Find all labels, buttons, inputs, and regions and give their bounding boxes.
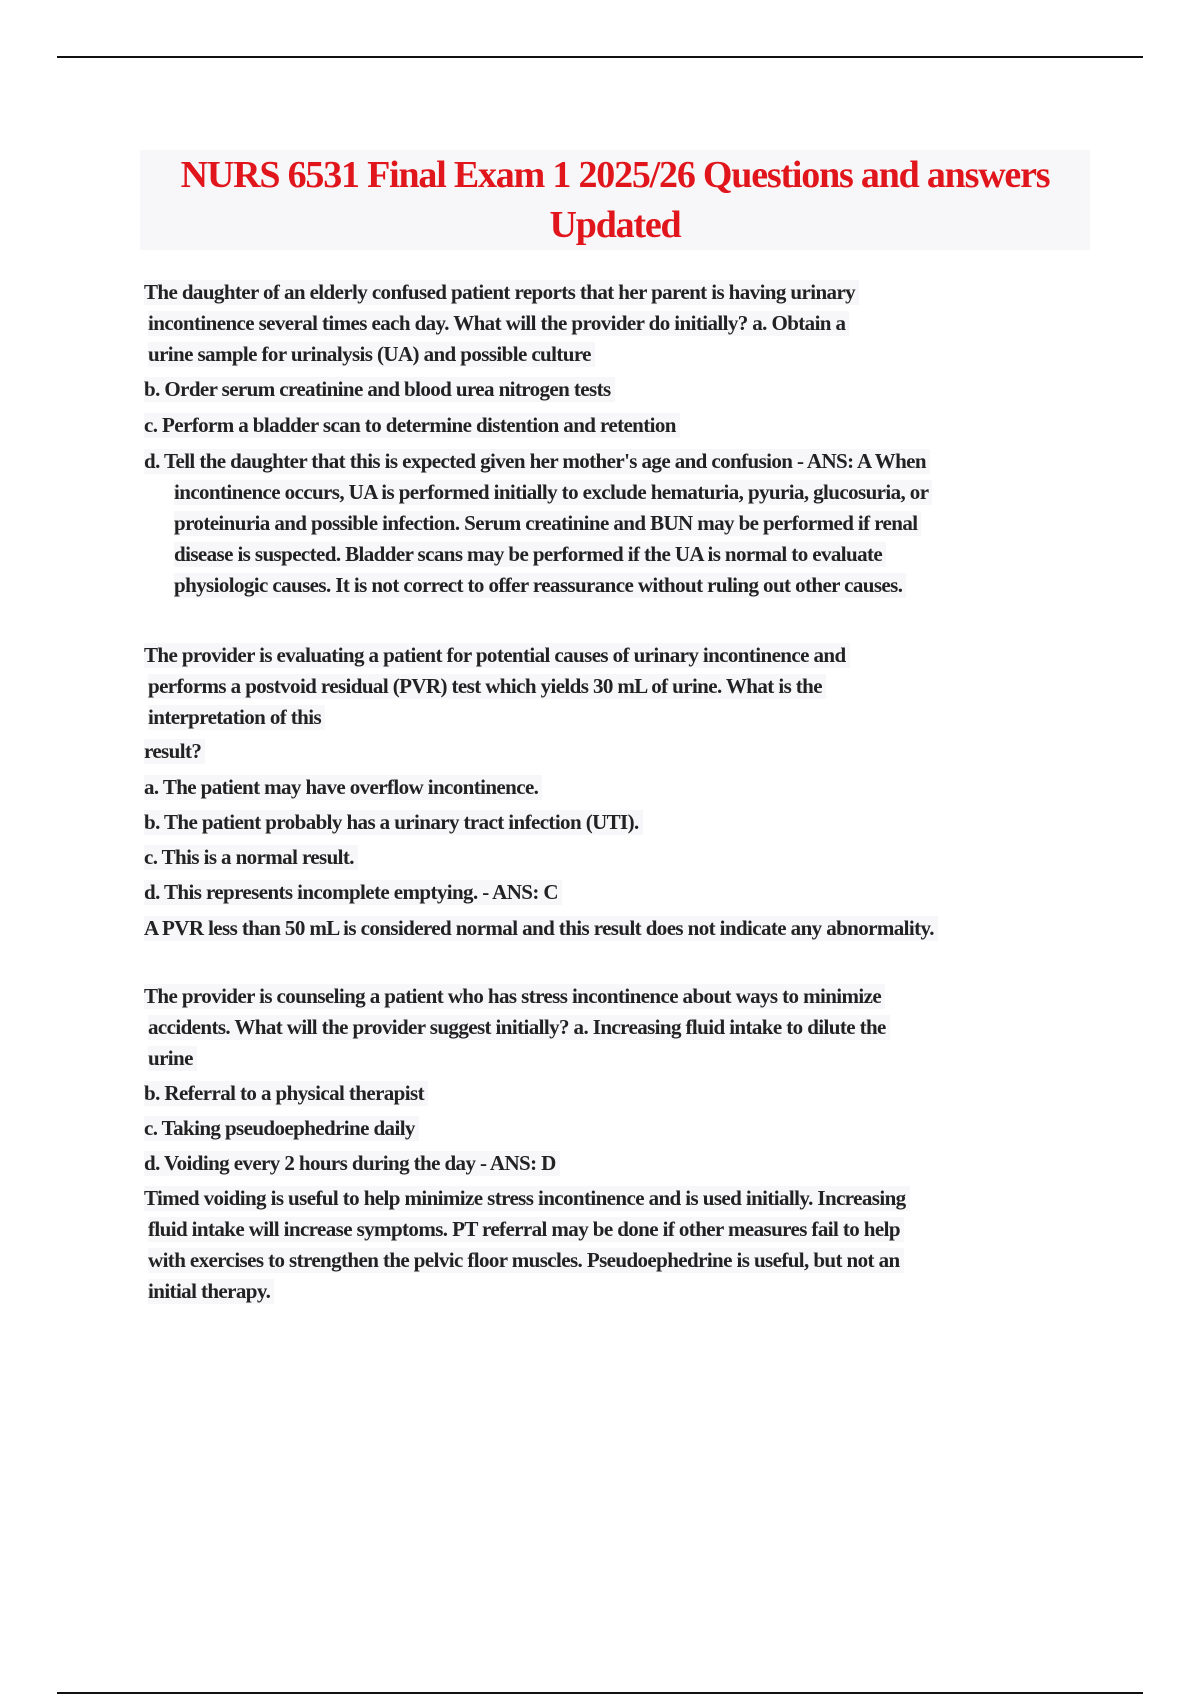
q2-option-a: a. The patient may have overflow incontinence. <box>144 775 542 800</box>
q3-stem-line: urine <box>148 1046 197 1071</box>
q1-rationale-line: proteinuria and possible infection. Serum creatinine and BUN may be performed if renal <box>174 511 921 536</box>
title-line-2: Updated <box>549 204 681 246</box>
q1-rationale-line: disease is suspected. Bladder scans may be performed if the UA is normal to evaluate <box>174 542 886 567</box>
q2-stem-line: The provider is evaluating a patient for potential causes of urinary incontinence and <box>144 643 850 668</box>
q2-option-c: c. This is a normal result. <box>144 845 358 870</box>
q3-stem-line: The provider is counseling a patient who has stress incontinence about ways to minimize <box>144 984 885 1009</box>
q3-rationale-line: with exercises to strengthen the pelvic floor muscles. Pseudoephedrine is useful, but not an <box>148 1248 904 1273</box>
q2-stem-line: interpretation of this <box>148 705 325 730</box>
q1-stem-line: incontinence several times each day. What will the provider do initially? a. Obtain a <box>148 311 849 336</box>
page-title <box>140 150 1090 250</box>
q2-rationale-line: A PVR less than 50 mL is considered normal and this result does not indicate any abnormality. <box>144 916 938 941</box>
title-line-1: NURS 6531 Final Exam 1 2025/26 Questions and answers <box>180 154 1050 196</box>
q3-rationale-line: fluid intake will increase symptoms. PT referral may be done if other measures fail to help <box>148 1217 904 1242</box>
q1-stem-line: urine sample for urinalysis (UA) and possible culture <box>148 342 595 367</box>
q1-option-c: c. Perform a bladder scan to determine distention and retention <box>144 413 680 438</box>
q2-stem-line: performs a postvoid residual (PVR) test which yields 30 mL of urine. What is the <box>148 674 826 699</box>
q3-option-d: d. Voiding every 2 hours during the day - ANS: D <box>144 1151 560 1176</box>
q3-rationale-line: initial therapy. <box>148 1279 274 1304</box>
q2-stem-line: result? <box>144 739 205 764</box>
q1-stem-line: The daughter of an elderly confused patient reports that her parent is having urinary <box>144 280 859 305</box>
q1-option-d: d. Tell the daughter that this is expected given her mother's age and confusion - ANS: A When <box>144 449 930 474</box>
q1-rationale-line: physiologic causes. It is not correct to offer reassurance without ruling out other causes. <box>174 573 906 598</box>
bottom-rule <box>57 1692 1143 1694</box>
top-rule <box>57 56 1143 58</box>
q3-option-c: c. Taking pseudoephedrine daily <box>144 1116 419 1141</box>
q1-option-b: b. Order serum creatinine and blood urea nitrogen tests <box>144 377 615 402</box>
q2-option-d: d. This represents incomplete emptying. - ANS: C <box>144 880 562 905</box>
q3-stem-line: accidents. What will the provider suggest initially? a. Increasing fluid intake to dilute the <box>148 1015 890 1040</box>
q1-rationale-line: incontinence occurs, UA is performed initially to exclude hematuria, pyuria, glucosuria, or <box>174 480 932 505</box>
q3-rationale-line: Timed voiding is useful to help minimize stress incontinence and is used initially. Increasing <box>144 1186 910 1211</box>
q3-option-b: b. Referral to a physical therapist <box>144 1081 428 1106</box>
q2-option-b: b. The patient probably has a urinary tract infection (UTI). <box>144 810 643 835</box>
